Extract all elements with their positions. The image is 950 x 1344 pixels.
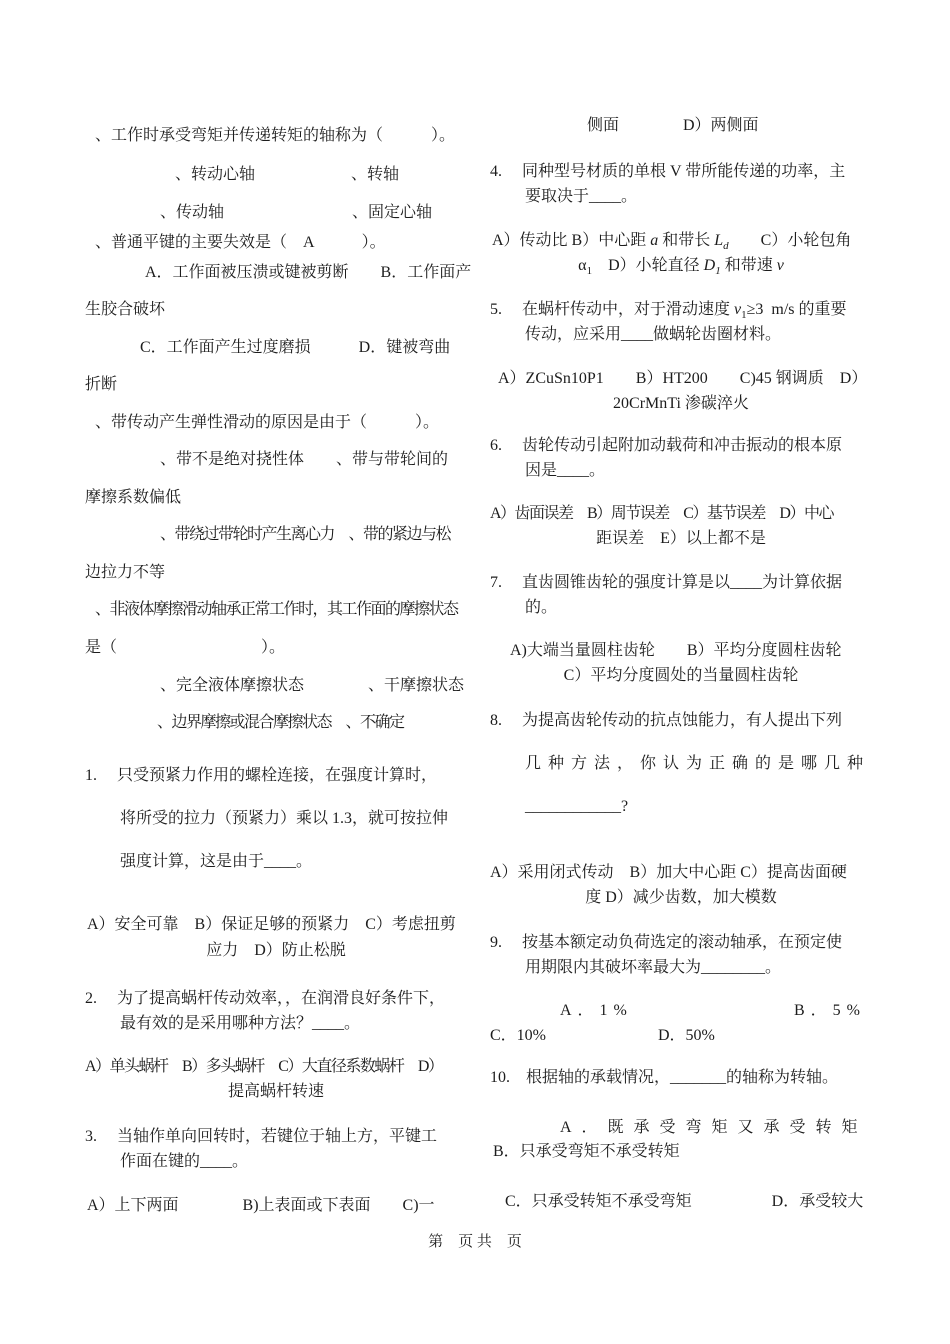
q9-stem-line2: 用期限内其破坏率最大为________。 <box>525 959 782 976</box>
q2-stem-line2: 最有效的是采用哪种方法？____。 <box>120 1015 361 1032</box>
q5-options-line2: 20CrMnTi 渗碳淬火 <box>613 395 749 412</box>
q5-stem-text: ≥3 m/s 的重要 <box>746 301 847 318</box>
q4-opt-text: 和带速 <box>720 257 777 274</box>
q1-options-line2: 应力 D）防止松脱 <box>206 942 346 959</box>
q-belt-options-ab: 、带不是绝对挠性体 、带与带轮间的 <box>160 451 449 468</box>
q4-options-line1 <box>492 231 851 251</box>
q-belt-options-ab-wrap: 摩擦系数偏低 <box>85 489 182 506</box>
q7-stem-line2: 的。 <box>525 599 558 616</box>
q4-stem-line1: 4. 同种型号材质的单根 V 带所能传递的功率，主 <box>490 163 846 180</box>
q6-stem-line1: 6. 齿轮传动引起附加动载荷和冲击振动的根本原 <box>490 437 843 454</box>
var-L: L <box>714 232 724 249</box>
q10-option-b: B．只承受弯矩不承受转矩 <box>493 1143 680 1160</box>
q6-options-line1: A）齿面误差 B）周节误差 C）基节误差 D）中心 <box>490 505 833 522</box>
var-v: v <box>776 257 784 274</box>
q1-stem-line2: 将所受的拉力（预紧力）乘以 1.3，就可按拉伸 <box>120 810 449 827</box>
q7-options-line1: A)大端当量圆柱齿轮 B）平均分度圆柱齿轮 <box>510 642 842 659</box>
var-a: a <box>650 232 659 249</box>
q4-opt-text: A）传动比 B）中心距 <box>492 232 651 249</box>
q2-options-line1: A）单头蜗杆 B）多头蜗杆 C）大直径系数蜗杆 D） <box>85 1058 443 1075</box>
q-bearing-stem: 、非液体摩擦滑动轴承正常工作时，其工作面的摩擦状态 <box>95 601 458 618</box>
q-key-options-cd-wrap: 折断 <box>85 376 118 393</box>
page-footer: 第 页 共 页 <box>428 1234 522 1250</box>
q10-stem-line1: 10. 根据轴的承载情况，_______的轴称为转轴。 <box>490 1069 839 1086</box>
q-belt-options-cd-wrap: 边拉力不等 <box>85 564 166 581</box>
q-bearing-stem-wrap: 是（ ）。 <box>85 639 286 656</box>
q1-options-line1: A）安全可靠 B）保证足够的预紧力 C）考虑扭剪 <box>87 916 456 933</box>
q5-stem-line1 <box>490 300 847 320</box>
q3-stem-line1: 3. 当轴作单向回转时，若键位于轴上方，平键工 <box>85 1128 438 1145</box>
q8-options-line1: A）采用闭式传动 B）加大中心距 C）提高齿面硬 <box>490 864 847 881</box>
var-v-subscript: 1 <box>741 309 747 322</box>
q-key-stem: 、普通平键的主要失效是（ A ）。 <box>95 234 386 251</box>
q9-options-line1 <box>490 1001 872 1021</box>
q5-options-line1: A）ZCuSn10P1 B）HT200 C)45 钢调质 D） <box>498 370 868 387</box>
q8-stem-line2: 几种方法，你认为正确的是哪几种 <box>525 755 871 772</box>
q10-options-cd: C．只承受转矩不承受弯矩 D．承受较大 <box>505 1193 864 1210</box>
q2-options-line2: 提高蜗杆转速 <box>227 1083 324 1100</box>
q1-stem-line1: 1. 只受预紧力作用的螺栓连接，在强度计算时， <box>85 767 438 784</box>
q3-stem-line2: 作面在键的____。 <box>120 1153 249 1170</box>
q7-options-line2: C）平均分度圆处的当量圆柱齿轮 <box>563 667 799 684</box>
q3-options-continuation: 侧面 D）两侧面 <box>587 117 759 134</box>
q8-stem-blank-line: ____________? <box>525 798 629 815</box>
q-shaft-options-2: 、传动轴 、固定心轴 <box>160 204 433 221</box>
q8-options-line2: 度 D）减少齿数，加大模数 <box>585 889 777 906</box>
q2-stem-line1: 2. 为了提高蜗杆传动效率，，在润滑良好条件下， <box>85 990 446 1007</box>
q-shaft-options-1: 、转动心轴 、转轴 <box>175 166 400 183</box>
q5-stem-text: 5. 在蜗杆传动中，对于滑动速度 <box>490 301 735 318</box>
q6-options-line2: 距误差 E）以上都不是 <box>596 530 766 547</box>
var-L-subscript: d <box>723 240 729 253</box>
q4-stem-line2: 要取决于____。 <box>525 188 638 205</box>
q-belt-options-cd: 、带绕过带轮时产生离心力 、带的紧边与松 <box>160 526 451 543</box>
q10-option-a: A．既承受弯矩又承受转矩 <box>560 1119 868 1136</box>
q4-opt-text: D）小轮直径 <box>592 257 704 274</box>
q8-stem-line1: 8. 为提高齿轮传动的抗点蚀能力，有人提出下列 <box>490 712 843 729</box>
q-key-options-ab: A．工作面被压溃或键被剪断 B．工作面产 <box>145 264 472 281</box>
q-bearing-options-cd: 、边界摩擦或混合摩擦状态 、不确定 <box>157 714 404 731</box>
q-belt-stem: 、带传动产生弹性滑动的原因是由于（ ）。 <box>95 414 440 431</box>
var-v: v <box>734 301 742 318</box>
var-D-subscript: 1 <box>715 265 721 278</box>
q9-option-b: B．5% <box>793 1002 866 1019</box>
q4-opt-text: 和带长 <box>658 232 715 249</box>
q9-stem-line1: 9. 按基本额定动负荷选定的滚动轴承，在预定使 <box>490 934 843 951</box>
q-key-options-ab-wrap: 生胶合破坏 <box>85 301 166 318</box>
q3-options-line1: A）上下两面 B)上表面或下表面 C)一 <box>87 1197 435 1214</box>
q9-options-line2: C．10% D．50% <box>490 1027 715 1044</box>
q5-stem-line2: 传动，应采用____做蜗轮齿圈材料。 <box>525 326 782 343</box>
var-alpha: α <box>578 257 587 274</box>
q4-opt-text: C）小轮包角 <box>728 232 852 249</box>
var-alpha-subscript: 1 <box>586 265 593 278</box>
q-bearing-options-ab: 、完全液体摩擦状态 、干摩擦状态 <box>160 677 465 694</box>
q7-stem-line1: 7. 直齿圆锥齿轮的强度计算是以____为计算依据 <box>490 574 843 591</box>
q1-stem-line3: 强度计算，这是由于____。 <box>120 853 313 870</box>
q9-option-a: A．1% <box>560 1002 633 1019</box>
q6-stem-line2: 因是____。 <box>525 462 606 479</box>
q-shaft-stem: 、工作时承受弯矩并传递转矩的轴称为（ ）。 <box>95 127 456 144</box>
q-key-options-cd: C．工作面产生过度磨损 D．键被弯曲 <box>140 339 451 356</box>
var-D: D <box>703 257 716 274</box>
q4-options-line2 <box>490 256 872 276</box>
